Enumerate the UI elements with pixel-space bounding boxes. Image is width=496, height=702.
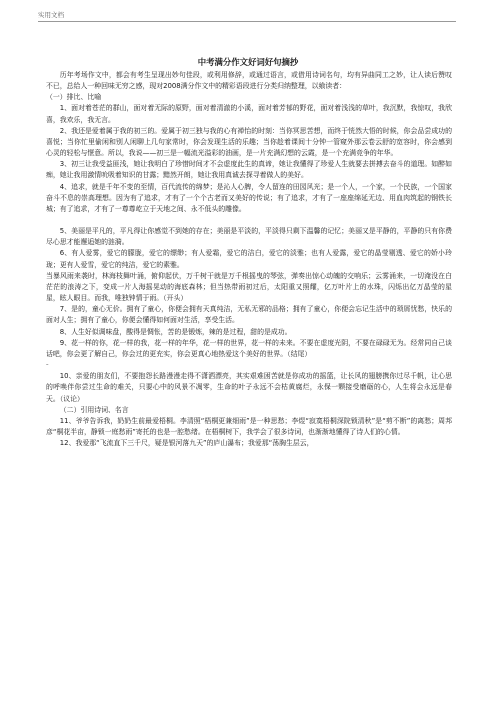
paragraph: 9、花一样的你，花一样的我，花一样的年华，花一样的世界，花一样的未来。不要在虚度光阴，不要在碌碌无为。经常同自己谈话吧，你会更了解自己，你会过的更充实，你会更真心地热爱这个美好的世界。（结尾） bbox=[46, 338, 452, 358]
paragraph: 3、初三让我受益匪浅，她让我明白了珍惜时间才不会虚度此生的真谛，她让我懂得了珍爱人生就要去拼搏去奋斗的道理。如醉如痴，她让我用激情吮吸着知识的甘露；黯然开朗，她让我用真诚去探寻着做人的美好。 bbox=[46, 160, 452, 180]
paragraph: 6、有人爱雾，爱它的朦胧，爱它的缥缈；有人爱霜，爱它的洁白，爱它的淡雅；也有人爱露，爱它的晶莹剔透、爱它的娇小玲珑；更有人爱雪，爱它的纯洁，爱它的素雅。 bbox=[46, 249, 452, 269]
intro-paragraph: 历年考场作文中，都会有考生呈现出妙句佳段，或利用修辞，或通过语言，或借用诗词名句，均有异曲同工之妙，让人读后赞叹不已，总给人一种回味无穷之感，现对2008满分作文中的精彩语段进行分类归纳整理，以飨读者： bbox=[46, 71, 452, 91]
separator-mark: – bbox=[46, 362, 49, 369]
paragraph: 8、人生好似调味盘，酸得是惆怅，苦的是锻炼，辣的是过程，甜的是成功。 bbox=[59, 327, 292, 336]
paragraph: 4、追求，就是千年不变的至情，百代流传的绵梦；是沁人心脾，令人留连的田园风光；是一个人，一个家，一个民族，一个国家奋斗不息的崇高理想。因为有了追求，才有了一个个古老而又美好的传说；有了追求，才有了一座座绵延无边、用血肉筑起的钢铁长城；有了追求，才有了一尊尊屹立于天地之间、永不低头的雕像。 bbox=[46, 182, 452, 213]
paragraph: 10、亲爱的朋友们，不要抱怨长路漫漫走得不潇洒漂亮，其实艰难困苦就是你成功的摇篮，让长风的翅膀携你过尽千帆，让心思的呼唤伴你尝过生命的难关，只要心中的风景不凋零，生命的叶子永远不会枯黄腐烂，永保一颗接受磨砺的心，人生将会永远是春天。（议论） bbox=[46, 372, 452, 403]
paragraph: 12、我爱那“飞流直下三千尺，疑是银河落九天”的庐山瀑布；我爱那“荡胸生层云， bbox=[59, 439, 314, 448]
header-divider bbox=[38, 21, 456, 22]
document-body bbox=[46, 70, 452, 449]
blank-line bbox=[46, 215, 452, 226]
section-heading: （一）排比、比喻 bbox=[46, 93, 102, 102]
paragraph: 7、是的，童心无价。拥有了童心，你便会拥有天真纯洁，无私无邪的品格；拥有了童心，你便会忘记生活中的琐屑忧愁，快乐的面对人生；拥有了童心，你便会懂得如何面对生活，享受生活。 bbox=[46, 305, 452, 325]
paragraph: 2、我还是爱着属于我的初三的。爱属于初三独与我的心有禅怡的时刻：当你冥思苦想，而终于恍然大悟的时候，你会品尝成功的喜悦；当你忙里偷闲和别人闲聊上几句家常时，你会发现生活的乐趣；当你趁着课间十分钟一管窥外那云卷云舒的宽容时，你会感到心灵的轻松与惬意。所以，我说——初三是一幅流光溢彩的油画，是一片充满幻想的云霞，是一个充满竞争的年华。 bbox=[46, 126, 452, 158]
paragraph: 5、美丽是平凡的，平凡得让你感觉不到她的存在；美丽是平淡的，平淡得只剩下温馨的记忆；美丽又是平静的，平静的只有你费尽心思才能邂逅她的涟漪。 bbox=[46, 227, 452, 247]
header-label: 实用文档 bbox=[38, 11, 64, 19]
document-title: 中考满分作文好词好句摘抄 bbox=[197, 57, 299, 67]
paragraph: 1、面对着苍茫的群山，面对着无际的原野，面对着清澈的小溪，面对着芳郁的野花，面对着浅浅的草叶，我沉默，我惊叹，我欣喜，我欢乐，我无言。 bbox=[46, 104, 452, 124]
paragraph: 11、爷爷告诉我，奶奶生前最爱梧桐。李清照“梧桐更兼细雨”是一种思愁；李煜“寂寞梧桐深院锁清秋”是“剪不断”的离愁；周邦彦“桐花半亩，静锁一庭愁雨”寄托的也是一腔愁绪。在梧桐树下，我学会了很多诗词，也渐渐地懂得了诗人们的心情。 bbox=[46, 416, 452, 436]
section-heading: （二）引用诗词、名言 bbox=[59, 405, 129, 414]
paragraph: 当暴风雨来袭时，林海枝舞叶涌，俯仰起伏，万千树干就是万千根摇曳的琴弦，弹奏出惊心动魄的交响乐；云雾涌来，一切淹没在白茫茫的浪涛之下，变成一片人海摇晃动的海底森林；但当热带雨初过后，太阳重又照耀，亿万叶片上的水珠，闪烁出亿万晶莹的星星，眩人眼目。而我，唯独钟情于雨。（开头） bbox=[46, 271, 452, 303]
